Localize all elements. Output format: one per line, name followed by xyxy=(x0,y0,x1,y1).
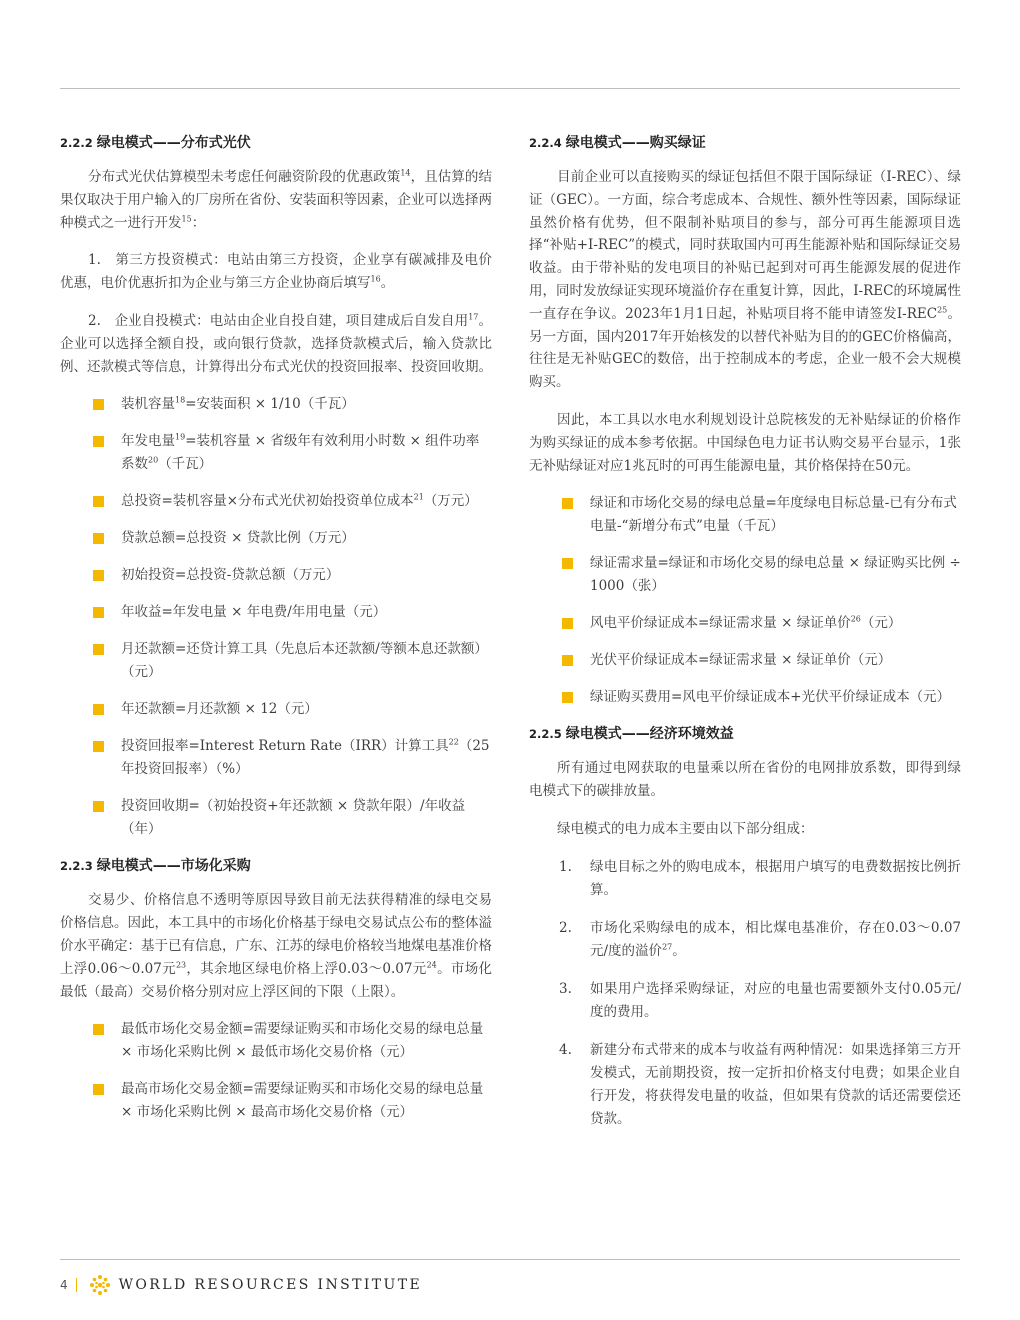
paragraph: 分布式光伏估算模型未考虑任何融资阶段的优惠政策$^{14}$，且估算的结果仅取决于用户输入的厂房所在省份、安装面积等因素，企业可以选择两种模式之一进行开发$^{15}$： xyxy=(60,168,493,231)
section-number: 2.2.2 xyxy=(60,136,93,150)
section-title: 绿电模式——购买绿证 xyxy=(565,135,706,151)
paragraph: 所有通过电网获取的电量乘以所在省份的电网排放系数，即得到绿电模式下的碳排放量。 xyxy=(529,760,961,800)
paragraph: 2. 企业自投模式：电站由企业自投自建，项目建成后自发自用$^{17}$。企业可以选择全额自投，或向银行贷款，选择贷款模式后，输入贷款比例、还款模式等信息，计算得出分布式光伏的投资回报率、投资回收期。 xyxy=(60,312,492,375)
list-item: 1. 绿电目标之外的购电成本，根据用户填写的电费数据按比例折算。 xyxy=(559,858,961,898)
square-bullet-icon xyxy=(93,704,104,715)
list-item: 月还款额=还贷计算工具（先息后本还款额/等额本息还款额）（元） xyxy=(60,638,492,684)
section-heading-2-2-2 xyxy=(60,134,492,152)
list-item: 风电平价绿证成本=绿证需求量 × 绿证单价$^{26}$（元） xyxy=(529,612,961,635)
cost-list xyxy=(529,856,961,1131)
list-item: 光伏平价绿证成本=绿证需求量 × 绿证单价（元） xyxy=(529,649,961,672)
square-bullet-icon xyxy=(93,533,104,544)
right-column xyxy=(529,134,961,1146)
list-item: 年发电量$^{19}$=装机容量 × 省级年有效利用小时数 × 组件功率系数$^{20}$（千瓦） xyxy=(60,430,492,476)
section-heading-2-2-3 xyxy=(60,857,492,875)
section-title: 绿电模式——市场化采购 xyxy=(96,858,251,875)
list-item: 投资回收期=（初始投资+年还款额 × 贷款年限）/年收益（年） xyxy=(60,795,492,841)
square-bullet-icon xyxy=(562,618,573,629)
formula-list xyxy=(529,492,961,709)
section-number: 2.2.3 xyxy=(60,859,93,874)
list-item: 年还款额=月还款额 × 12（元） xyxy=(60,698,492,721)
paragraph: 因此，本工具以水电水利规划设计总院核发的无补贴绿证的价格作为购买绿证的成本参考依据。中国绿色电力证书认购交易平台显示，1张无补贴绿证对应1兆瓦时的可再生能源电量，其价格保持在50元。 xyxy=(529,411,961,474)
list-item: 贷款总额=总投资 × 贷款比例（万元） xyxy=(60,527,492,550)
top-rule xyxy=(60,88,960,89)
section-heading-2-2-5 xyxy=(529,725,961,743)
paragraph: 1. 第三方投资模式：电站由第三方投资，企业享有碳减排及电价优惠，电价优惠折扣为企业与第三方企业协商后填写$^{16}$。 xyxy=(60,252,492,292)
list-item: 最高市场化交易金额=需要绿证购买和市场化交易的绿电总量 × 市场化采购比例 × 最高市场化交易价格（元） xyxy=(60,1078,492,1124)
list-item: 4. 新建分布式带来的成本与收益有两种情况：如果选择第三方开发模式，无前期投资，按一定折扣价格支付电费；如果企业自行开发，将获得发电量的收益，但如果有贷款的话还需要偿还贷款。 xyxy=(559,1041,961,1127)
list-item: 绿证购买费用=风电平价绿证成本+光伏平价绿证成本（元） xyxy=(529,686,961,709)
paragraph: 目前企业可以直接购买的绿证包括但不限于国际绿证（I-REC）、绿证（GEC）。一方面，综合考虑成本、合规性、额外性等因素，国际绿证虽然价格有优势，但不限制补贴项目的参与，部分可再生能源项目选择“补贴+I-REC”的模式，同时获取国内可再生能源补贴和国际绿证交易收益。由于带补贴的发电项目的补贴已起到对可再生能源发展的促进作用，同时发放绿证实现环境溢价存在重复计算，因此，I-REC的环境属性一直存在争议。2023年1月1日起，补贴项目将不能申请签发I-REC$^{25}$。另一方面，国内2017年开始核发的以替代补贴为目的的GEC价格偏高，往往是无补贴GEC的数倍，出于控制成本的考虑，企业一般不会大规模购买。 xyxy=(529,169,962,391)
paragraph: 交易少、价格信息不透明等原因导致目前无法获得精准的绿电交易价格信息。因此，本工具中的市场化价格基于绿电交易试点公布的整体溢价水平确定：基于已有信息，广东、江苏的绿电价格较当地煤电基准价格上浮0.06～0.07元$^{23}$，其余地区绿电价格上浮0.03～0.07元$^{24}$。市场化最低（最高）交易价格分别对应上浮区间的下限（上限）。 xyxy=(60,892,492,1000)
formula-list xyxy=(60,393,492,841)
list-item: 绿证和市场化交易的绿电总量=年度绿电目标总量-已有分布式电量-“新增分布式”电量（千瓦） xyxy=(529,492,961,538)
list-item: 总投资=装机容量×分布式光伏初始投资单位成本$^{21}$（万元） xyxy=(60,490,492,513)
bottom-rule xyxy=(60,1259,960,1260)
square-bullet-icon xyxy=(93,399,104,410)
square-bullet-icon xyxy=(93,436,104,447)
page-number: 4 xyxy=(60,1278,68,1292)
wri-logo-icon xyxy=(89,1274,111,1296)
square-bullet-icon xyxy=(93,570,104,581)
square-bullet-icon xyxy=(562,498,573,509)
square-bullet-icon xyxy=(562,655,573,666)
footnote-ref: 17 xyxy=(468,312,479,322)
square-bullet-icon xyxy=(93,607,104,618)
footnote-ref: 15 xyxy=(181,214,192,224)
square-bullet-icon xyxy=(93,496,104,507)
square-bullet-icon xyxy=(93,1024,104,1035)
list-item: 装机容量$^{18}$=安装面积 × 1/10（千瓦） xyxy=(60,393,492,416)
left-column xyxy=(60,134,492,1140)
square-bullet-icon xyxy=(562,558,573,569)
square-bullet-icon xyxy=(93,741,104,752)
list-item: 投资回报率=Interest Return Rate（IRR）计算工具$^{22}$（25年投资回报率）（%） xyxy=(60,735,492,781)
square-bullet-icon xyxy=(93,1084,104,1095)
paragraph: 绿电模式的电力成本主要由以下部分组成： xyxy=(557,820,814,837)
list-item: 3. 如果用户选择采购绿证，对应的电量也需要额外支付0.05元/度的费用。 xyxy=(559,980,961,1020)
footer-divider xyxy=(76,1278,77,1292)
section-title: 绿电模式——经济环境效益 xyxy=(565,726,734,743)
square-bullet-icon xyxy=(93,644,104,655)
footnote-ref: 14 xyxy=(400,168,411,178)
section-number: 2.2.5 xyxy=(529,727,562,742)
square-bullet-icon xyxy=(562,692,573,703)
section-title: 绿电模式——分布式光伏 xyxy=(96,135,251,151)
list-item: 年收益=年发电量 × 年电费/年用电量（元） xyxy=(60,601,492,624)
section-heading-2-2-4 xyxy=(529,134,961,152)
formula-list xyxy=(60,1018,492,1124)
list-item: 绿证需求量=绿证和市场化交易的绿电总量 × 绿证购买比例 ÷ 1000（张） xyxy=(529,552,961,598)
list-item: 2. 市场化采购绿电的成本，相比煤电基准价，存在0.03～0.07元/度的溢价$^{27}$。 xyxy=(559,919,961,959)
list-item: 最低市场化交易金额=需要绿证购买和市场化交易的绿电总量 × 市场化采购比例 × 最低市场化交易价格（元） xyxy=(60,1018,492,1064)
brand-name: WORLD RESOURCES INSTITUTE xyxy=(118,1277,423,1293)
page-footer xyxy=(60,1272,422,1298)
square-bullet-icon xyxy=(93,801,104,812)
list-item: 初始投资=总投资-贷款总额（万元） xyxy=(60,564,492,587)
section-number: 2.2.4 xyxy=(529,136,562,150)
footnote-ref: 16 xyxy=(370,274,381,284)
